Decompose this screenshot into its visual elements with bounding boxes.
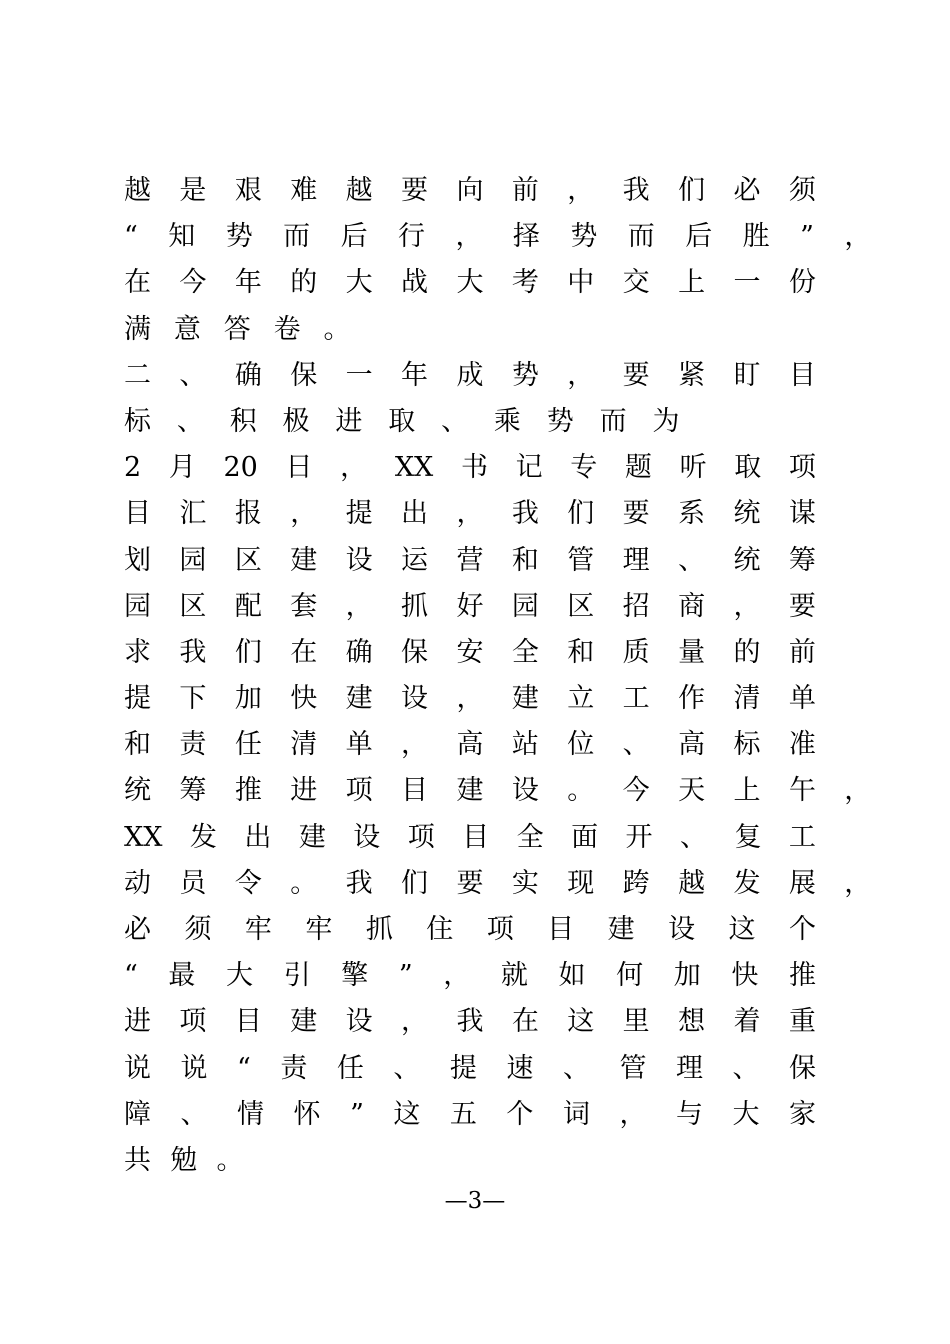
text-char: 、 bbox=[180, 1098, 208, 1130]
text-line bbox=[124, 1092, 816, 1138]
text-char: 建 bbox=[607, 914, 635, 945]
text-char: ， bbox=[456, 498, 484, 530]
text-line bbox=[124, 1138, 263, 1184]
text-char: 准 bbox=[788, 729, 816, 761]
text-char: 们 bbox=[401, 867, 429, 899]
text-char: 目 bbox=[124, 498, 151, 530]
text-char: 区 bbox=[234, 544, 262, 576]
text-line bbox=[124, 1046, 816, 1092]
text-char: 单 bbox=[788, 683, 816, 715]
text-char: 清 bbox=[733, 683, 761, 715]
text-char: 跨 bbox=[622, 867, 650, 899]
text-char: 卷 bbox=[273, 313, 301, 345]
text-char: 员 bbox=[179, 867, 207, 899]
text-char: 与 bbox=[675, 1098, 703, 1130]
text-char: 工 bbox=[622, 683, 650, 715]
text-char: 们 bbox=[234, 636, 262, 668]
text-char: 、 bbox=[393, 1052, 421, 1084]
text-char: 。 bbox=[216, 1144, 244, 1176]
text-char: 抓 bbox=[365, 914, 393, 945]
text-char: 我 bbox=[511, 498, 539, 530]
text-char: 交 bbox=[622, 267, 650, 299]
text-line bbox=[124, 168, 816, 214]
text-char: 年 bbox=[401, 359, 429, 391]
text-char: 和 bbox=[511, 544, 539, 576]
text-char: 何 bbox=[616, 960, 644, 992]
text-char: 前 bbox=[511, 175, 539, 206]
text-char: 向 bbox=[456, 175, 484, 206]
text-char: “ bbox=[124, 960, 138, 992]
text-char: 势 bbox=[570, 221, 598, 253]
text-char: 任 bbox=[336, 1052, 364, 1084]
text-char: 、 bbox=[562, 1052, 590, 1084]
text-char: 势 bbox=[511, 359, 539, 391]
text-char: ， bbox=[844, 221, 872, 253]
text-char: 勉 bbox=[170, 1144, 198, 1176]
text-char: 现 bbox=[567, 867, 595, 899]
text-char: 午 bbox=[788, 775, 816, 807]
text-char: 动 bbox=[124, 867, 151, 899]
text-char: 位 bbox=[567, 729, 595, 761]
text-char: 牢 bbox=[305, 914, 333, 945]
text-char: 难 bbox=[290, 175, 318, 206]
text-char: ， bbox=[733, 590, 761, 622]
text-char: 大 bbox=[456, 267, 484, 299]
text-char: 里 bbox=[622, 1006, 650, 1038]
text-char: 这 bbox=[393, 1098, 421, 1130]
text-char: 园 bbox=[179, 544, 207, 576]
text-char: 出 bbox=[401, 498, 429, 530]
text-char: 工 bbox=[788, 821, 816, 853]
text-char: ” bbox=[350, 1098, 364, 1130]
text-line bbox=[124, 768, 871, 814]
text-char: 乘 bbox=[493, 405, 521, 437]
text-char: ， bbox=[455, 221, 483, 253]
text-char: 成 bbox=[456, 359, 484, 391]
text-char: 商 bbox=[678, 590, 706, 622]
text-char: 取 bbox=[734, 452, 762, 484]
text-char: 进 bbox=[124, 1006, 151, 1038]
text-char: 推 bbox=[234, 775, 262, 807]
text-char: 战 bbox=[401, 267, 429, 299]
text-char: 建 bbox=[298, 821, 326, 853]
text-line bbox=[124, 538, 816, 584]
text-char: 要 bbox=[401, 175, 429, 206]
text-char: 大 bbox=[345, 267, 373, 299]
text-char: 、 bbox=[679, 821, 707, 853]
text-char: 艰 bbox=[234, 175, 262, 206]
text-char: 必 bbox=[733, 175, 761, 206]
text-char: 须 bbox=[184, 914, 212, 945]
text-char: 区 bbox=[567, 590, 595, 622]
text-char: 设 bbox=[345, 544, 373, 576]
text-char: 引 bbox=[283, 960, 311, 992]
text-char: 管 bbox=[619, 1052, 647, 1084]
text-char: 建 bbox=[345, 683, 373, 715]
text-char: 而 bbox=[283, 221, 311, 253]
text-char: 、 bbox=[732, 1052, 760, 1084]
text-char: 是 bbox=[179, 175, 207, 206]
text-char: 出 bbox=[244, 821, 272, 853]
text-char: 我 bbox=[179, 636, 207, 668]
text-char: 年 bbox=[234, 267, 262, 299]
text-char: 20 bbox=[223, 452, 258, 484]
text-char: 份 bbox=[788, 267, 816, 299]
text-char: 而 bbox=[627, 221, 655, 253]
text-char: 的 bbox=[733, 636, 761, 668]
text-char: 进 bbox=[335, 405, 363, 437]
text-char: 园 bbox=[124, 590, 151, 622]
text-char: 后 bbox=[685, 221, 713, 253]
text-char: 项 bbox=[179, 1006, 207, 1038]
text-char: 加 bbox=[234, 683, 262, 715]
text-char: 五 bbox=[449, 1098, 477, 1130]
text-char: 运 bbox=[401, 544, 429, 576]
text-line bbox=[124, 445, 816, 491]
text-char: ” bbox=[398, 960, 413, 992]
text-char: 住 bbox=[426, 914, 454, 945]
text-char: 目 bbox=[547, 914, 575, 945]
text-char: 责 bbox=[280, 1052, 308, 1084]
text-line bbox=[124, 907, 816, 953]
text-char: 建 bbox=[511, 683, 539, 715]
text-char: 我 bbox=[622, 175, 650, 206]
text-char: 理 bbox=[622, 544, 650, 576]
text-char: 大 bbox=[226, 960, 254, 992]
text-char: 书 bbox=[460, 452, 488, 484]
text-char: ， bbox=[401, 1006, 429, 1038]
text-char: 进 bbox=[290, 775, 318, 807]
text-char: 确 bbox=[234, 359, 262, 391]
text-char: 目 bbox=[462, 821, 490, 853]
text-char: ， bbox=[290, 498, 318, 530]
text-char: 配 bbox=[234, 590, 262, 622]
text-char: 推 bbox=[788, 960, 816, 992]
text-line bbox=[124, 353, 816, 399]
text-char: 谋 bbox=[788, 498, 816, 530]
text-char: 、 bbox=[441, 405, 469, 437]
text-char: 势 bbox=[225, 221, 253, 253]
text-char: ， bbox=[456, 683, 484, 715]
text-char: 建 bbox=[290, 1006, 318, 1038]
text-char: 速 bbox=[506, 1052, 534, 1084]
text-char: 要 bbox=[788, 590, 816, 622]
text-char: ， bbox=[844, 775, 872, 807]
text-char: 今 bbox=[179, 267, 207, 299]
text-char: ” bbox=[800, 221, 814, 253]
text-char: 、 bbox=[176, 405, 204, 437]
text-line bbox=[124, 861, 871, 907]
text-char: 情 bbox=[237, 1098, 265, 1130]
text-char: 势 bbox=[546, 405, 574, 437]
text-char: 要 bbox=[622, 359, 650, 391]
text-char: 量 bbox=[678, 636, 706, 668]
text-char: 。 bbox=[323, 313, 351, 345]
text-char: 发 bbox=[733, 867, 761, 899]
text-char: 想 bbox=[678, 1006, 706, 1038]
text-char: 行 bbox=[398, 221, 425, 253]
text-char: 系 bbox=[678, 498, 706, 530]
text-char: 园 bbox=[511, 590, 539, 622]
text-char: ， bbox=[844, 867, 872, 899]
text-char: 套 bbox=[290, 590, 318, 622]
text-char: 这 bbox=[567, 1006, 595, 1038]
text-char: 们 bbox=[567, 498, 595, 530]
text-char: 在 bbox=[511, 1006, 539, 1038]
text-char: 上 bbox=[733, 775, 761, 807]
page-number: —3— bbox=[444, 1188, 506, 1214]
text-char: 清 bbox=[290, 729, 318, 761]
text-char: 安 bbox=[456, 636, 484, 668]
text-char: 最 bbox=[168, 960, 196, 992]
text-char: 今 bbox=[622, 775, 650, 807]
text-char: 牢 bbox=[244, 914, 272, 945]
text-char: 障 bbox=[124, 1098, 151, 1130]
text-char: 报 bbox=[234, 498, 262, 530]
text-char: 、 bbox=[622, 729, 650, 761]
text-char: 紧 bbox=[678, 359, 706, 391]
text-char: 一 bbox=[733, 267, 761, 299]
text-char: 要 bbox=[456, 867, 484, 899]
text-char: 考 bbox=[511, 267, 539, 299]
text-char: 越 bbox=[345, 175, 373, 206]
text-char: 而 bbox=[599, 405, 627, 437]
text-char: 作 bbox=[678, 683, 706, 715]
text-char: 一 bbox=[345, 359, 373, 391]
text-char: 极 bbox=[282, 405, 310, 437]
text-char: 项 bbox=[486, 914, 514, 945]
text-char: 词 bbox=[562, 1098, 590, 1130]
text-char: 须 bbox=[788, 175, 816, 206]
text-char: 积 bbox=[229, 405, 257, 437]
text-char: 单 bbox=[345, 729, 373, 761]
text-char: 保 bbox=[401, 636, 429, 668]
text-char: 我 bbox=[345, 867, 373, 899]
text-char: 开 bbox=[625, 821, 653, 853]
text-char: 营 bbox=[456, 544, 484, 576]
text-char: ， bbox=[443, 960, 471, 992]
text-char: 招 bbox=[622, 590, 650, 622]
text-char: 下 bbox=[179, 683, 207, 715]
text-char: 项 bbox=[788, 452, 816, 484]
text-line bbox=[124, 676, 816, 722]
text-char: 胜 bbox=[742, 221, 770, 253]
text-char: 求 bbox=[124, 636, 151, 668]
text-char: 汇 bbox=[179, 498, 207, 530]
text-char: 2 bbox=[124, 452, 142, 484]
text-char: 这 bbox=[728, 914, 756, 945]
text-char: 上 bbox=[678, 267, 706, 299]
text-char: 如 bbox=[558, 960, 586, 992]
text-char: 为 bbox=[652, 405, 680, 437]
text-char: 设 bbox=[668, 914, 696, 945]
text-char: 项 bbox=[345, 775, 373, 807]
text-char: 设 bbox=[353, 821, 381, 853]
text-char: “ bbox=[124, 221, 138, 253]
text-char: 保 bbox=[290, 359, 318, 391]
text-char: 质 bbox=[622, 636, 650, 668]
text-char: 们 bbox=[678, 175, 706, 206]
text-line bbox=[124, 630, 816, 676]
text-char: 目 bbox=[401, 775, 429, 807]
text-char: 高 bbox=[456, 729, 484, 761]
text-char: ， bbox=[401, 729, 429, 761]
text-line bbox=[124, 815, 816, 861]
text-char: 项 bbox=[407, 821, 435, 853]
text-char: 擎 bbox=[341, 960, 369, 992]
text-char: 、 bbox=[678, 544, 706, 576]
text-char: 确 bbox=[345, 636, 373, 668]
text-char: ， bbox=[567, 359, 595, 391]
text-char: 天 bbox=[678, 775, 706, 807]
text-char: 责 bbox=[179, 729, 207, 761]
text-char: 统 bbox=[733, 544, 761, 576]
text-char: XX bbox=[124, 821, 163, 853]
text-char: 站 bbox=[511, 729, 539, 761]
text-line bbox=[124, 999, 816, 1045]
text-char: 标 bbox=[124, 405, 151, 437]
text-char: 着 bbox=[733, 1006, 761, 1038]
text-char: 大 bbox=[732, 1098, 760, 1130]
text-char: 统 bbox=[733, 498, 761, 530]
text-line bbox=[124, 307, 373, 353]
body-text bbox=[124, 168, 872, 1184]
text-char: 实 bbox=[511, 867, 539, 899]
text-char: 。 bbox=[567, 775, 595, 807]
text-line bbox=[124, 214, 871, 260]
text-line bbox=[124, 722, 816, 768]
text-char: 、 bbox=[179, 359, 207, 391]
text-char: 和 bbox=[567, 636, 595, 668]
text-char: 就 bbox=[500, 960, 528, 992]
text-char: 统 bbox=[124, 775, 151, 807]
text-char: 记 bbox=[515, 452, 543, 484]
text-char: 前 bbox=[788, 636, 816, 668]
text-char: 听 bbox=[679, 452, 707, 484]
text-char: 月 bbox=[168, 452, 196, 484]
text-char: 在 bbox=[290, 636, 318, 668]
text-char: 设 bbox=[511, 775, 539, 807]
text-char: 理 bbox=[675, 1052, 703, 1084]
text-char: 提 bbox=[124, 683, 151, 715]
text-char: 和 bbox=[124, 729, 151, 761]
text-char: 快 bbox=[731, 960, 759, 992]
text-char: 重 bbox=[788, 1006, 816, 1038]
text-char: 越 bbox=[124, 175, 151, 206]
text-char: 全 bbox=[516, 821, 544, 853]
text-line bbox=[124, 953, 816, 999]
text-char: ， bbox=[619, 1098, 647, 1130]
text-char: 抓 bbox=[401, 590, 429, 622]
text-char: 面 bbox=[571, 821, 599, 853]
text-char: 答 bbox=[223, 313, 251, 345]
text-char: 复 bbox=[734, 821, 762, 853]
text-line bbox=[124, 260, 816, 306]
text-char: 目 bbox=[234, 1006, 262, 1038]
text-char: 的 bbox=[290, 267, 318, 299]
text-char: 建 bbox=[456, 775, 484, 807]
text-char: 说 bbox=[180, 1052, 208, 1084]
text-char: 专 bbox=[570, 452, 598, 484]
text-line bbox=[124, 584, 816, 630]
text-char: 展 bbox=[788, 867, 816, 899]
text-char: 二 bbox=[124, 359, 151, 391]
text-char: 共 bbox=[124, 1144, 151, 1176]
text-char: 日 bbox=[285, 452, 313, 484]
text-line bbox=[124, 399, 705, 445]
text-char: 。 bbox=[290, 867, 318, 899]
text-char: 全 bbox=[511, 636, 539, 668]
text-char: 提 bbox=[449, 1052, 477, 1084]
text-char: 目 bbox=[788, 359, 816, 391]
text-char: XX bbox=[394, 452, 434, 484]
text-char: 高 bbox=[678, 729, 706, 761]
text-char: 区 bbox=[179, 590, 207, 622]
text-char: 筹 bbox=[179, 775, 207, 807]
text-char: 提 bbox=[345, 498, 373, 530]
text-char: 令 bbox=[234, 867, 262, 899]
text-char: 满 bbox=[124, 313, 151, 345]
text-char: 管 bbox=[567, 544, 595, 576]
text-char: 设 bbox=[345, 1006, 373, 1038]
text-char: ， bbox=[567, 175, 595, 206]
text-char: 标 bbox=[733, 729, 761, 761]
text-char: 盯 bbox=[733, 359, 761, 391]
text-char: 划 bbox=[124, 544, 151, 576]
text-char: 发 bbox=[189, 821, 217, 853]
text-char: 取 bbox=[388, 405, 416, 437]
text-char: 择 bbox=[512, 221, 540, 253]
text-char: 越 bbox=[678, 867, 706, 899]
text-char: 在 bbox=[124, 267, 151, 299]
text-char: 后 bbox=[340, 221, 368, 253]
text-char: ， bbox=[345, 590, 373, 622]
text-char: 建 bbox=[290, 544, 318, 576]
text-char: 立 bbox=[567, 683, 595, 715]
text-char: 我 bbox=[456, 1006, 484, 1038]
text-char: 知 bbox=[168, 221, 196, 253]
text-char: 筹 bbox=[788, 544, 816, 576]
text-char: 意 bbox=[173, 313, 201, 345]
text-char: 中 bbox=[567, 267, 595, 299]
text-char: 题 bbox=[624, 452, 652, 484]
text-char: 个 bbox=[788, 914, 816, 945]
text-char: 说 bbox=[124, 1052, 151, 1084]
text-char: ， bbox=[340, 452, 368, 484]
text-char: 保 bbox=[789, 1052, 816, 1084]
text-char: 加 bbox=[673, 960, 701, 992]
text-char: 必 bbox=[124, 914, 151, 945]
text-char: 怀 bbox=[293, 1098, 321, 1130]
text-char: 家 bbox=[789, 1098, 816, 1130]
text-char: 快 bbox=[290, 683, 318, 715]
text-char: 设 bbox=[401, 683, 429, 715]
text-char: 个 bbox=[506, 1098, 534, 1130]
text-char: 要 bbox=[622, 498, 650, 530]
text-char: 好 bbox=[456, 590, 484, 622]
text-line bbox=[124, 491, 816, 537]
text-char: 任 bbox=[234, 729, 262, 761]
text-char: “ bbox=[237, 1052, 251, 1084]
